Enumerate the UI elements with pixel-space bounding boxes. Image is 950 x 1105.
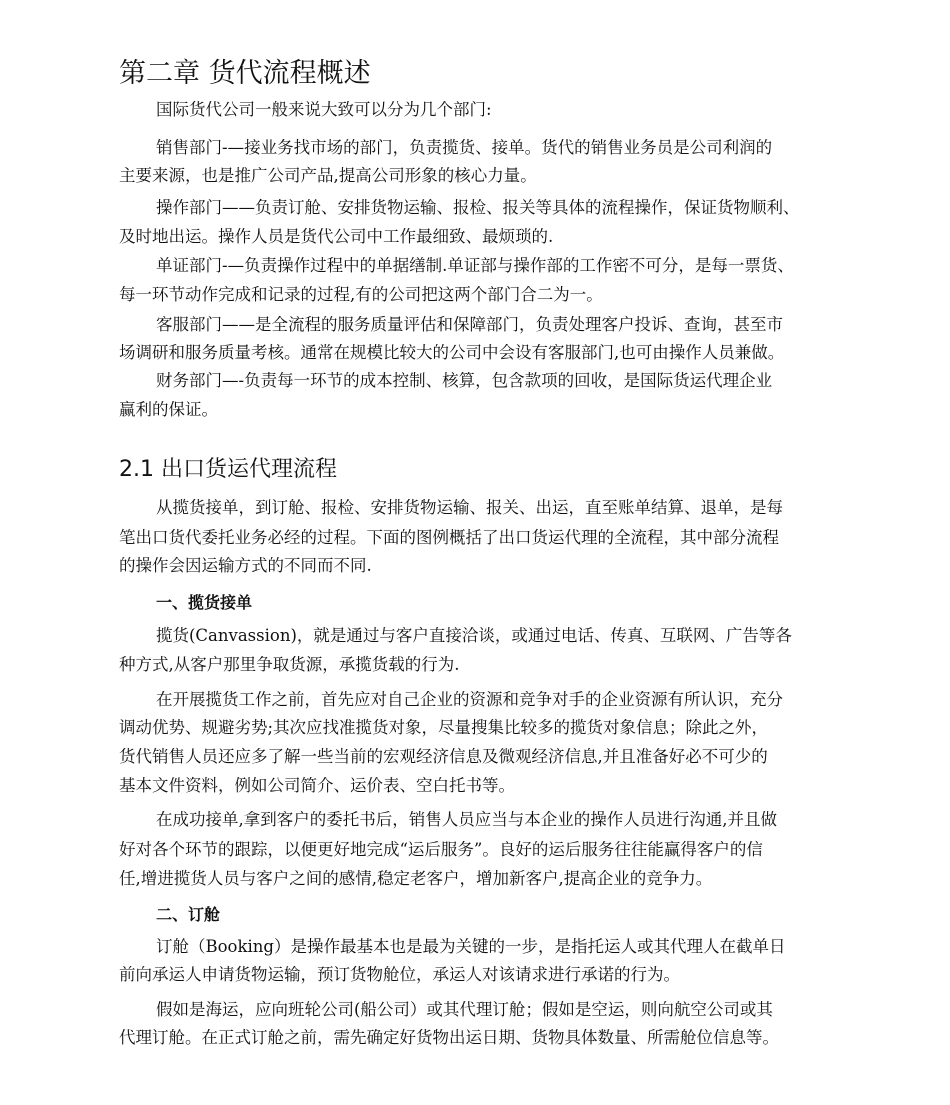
intro-line-7: 每一环节动作完成和记录的过程,有的公司把这两个部门合二为一。 bbox=[119, 285, 603, 304]
sub1-line-4: 调动优势、规避劣势;其次应找准揽货对象，尽量搜集比较多的揽货对象信息；除此之外， bbox=[119, 718, 769, 737]
sub1-line-8: 好对各个环节的跟踪，以便更好地完成“运后服务”。良好的运后服务往往能赢得客户的信 bbox=[119, 840, 763, 859]
sub2-line-2: 前向承运人申请货物运输，预订货物舱位，承运人对该请求进行承诺的行为。 bbox=[119, 965, 680, 984]
intro-line-8: 客服部门——是全流程的服务质量评估和保障部门，负责处理客户投诉、查询，甚至市 bbox=[156, 315, 783, 334]
section-line-2: 笔出口货代委托业务必经的过程。下面的图例概括了出口货运代理的全流程，其中部分流程 bbox=[119, 528, 779, 547]
subsection-heading-canvassing: 一、揽货接单 bbox=[156, 593, 253, 612]
chapter-title: 第二章 货代流程概述 bbox=[119, 58, 371, 89]
intro-line-11: 赢利的保证。 bbox=[119, 400, 218, 419]
sub1-line-9: 任,增进揽货人员与客户之间的感情,稳定老客户，增加新客户,提高企业的竞争力。 bbox=[119, 869, 713, 888]
sub1-line-1: 揽货(Canvassion)，就是通过与客户直接洽谈，或通过电话、传真、互联网、广告等各 bbox=[156, 626, 792, 645]
intro-line-1: 国际货代公司一般来说大致可以分为几个部门: bbox=[156, 100, 492, 119]
intro-line-3: 主要来源，也是推广公司产品,提高公司形象的核心力量。 bbox=[119, 166, 537, 185]
sub1-line-6: 基本文件资料，例如公司简介、运价表、空白托书等。 bbox=[119, 776, 515, 795]
sub1-line-2: 种方式,从客户那里争取货源，承揽货载的行为. bbox=[119, 655, 460, 674]
intro-line-9: 场调研和服务质量考核。通常在规模比较大的公司中会设有客服部门,也可由操作人员兼做。 bbox=[119, 343, 785, 362]
sub1-line-3: 在开展揽货工作之前，首先应对自己企业的资源和竞争对手的企业资源有所认识，充分 bbox=[156, 690, 783, 709]
intro-line-5: 及时地出运。操作人员是货代公司中工作最细致、最烦琐的. bbox=[119, 227, 554, 246]
intro-line-4: 操作部门——负责订舱、安排货物运输、报检、报关等具体的流程操作，保证货物顺利、 bbox=[156, 198, 800, 217]
intro-line-10: 财务部门—-负责每一环节的成本控制、核算，包含款项的回收，是国际货运代理企业 bbox=[156, 371, 773, 390]
section-line-3: 的操作会因运输方式的不同而不同. bbox=[119, 556, 372, 575]
sub1-line-7: 在成功接单,拿到客户的委托书后，销售人员应当与本企业的操作人员进行沟通,并且做 bbox=[156, 810, 777, 829]
intro-line-6: 单证部门-—负责操作过程中的单据缮制.单证部与操作部的工作密不可分，是每一票货、 bbox=[156, 256, 794, 275]
section-line-1: 从揽货接单，到订舱、报检、安排货物运输、报关、出运，直至账单结算、退单，是每 bbox=[156, 498, 783, 517]
subsection-heading-booking: 二、订舱 bbox=[156, 905, 221, 924]
section-title: 2.1 出口货运代理流程 bbox=[119, 457, 337, 482]
intro-line-2: 销售部门-—接业务找市场的部门，负责揽货、接单。货代的销售业务员是公司利润的 bbox=[156, 138, 773, 157]
sub2-line-3: 假如是海运，应向班轮公司(船公司）或其代理订舱；假如是空运，则向航空公司或其 bbox=[156, 1000, 773, 1019]
sub1-line-5: 货代销售人员还应多了解一些当前的宏观经济信息及微观经济信息,并且准备好必不可少的 bbox=[119, 747, 768, 766]
sub2-line-1: 订舱（Booking）是操作最基本也是最为关键的一步，是指托运人或其代理人在截单日 bbox=[156, 937, 786, 956]
sub2-line-4: 代理订舱。在正式订舱之前，需先确定好货物出运日期、货物具体数量、所需舱位信息等。 bbox=[119, 1028, 779, 1047]
